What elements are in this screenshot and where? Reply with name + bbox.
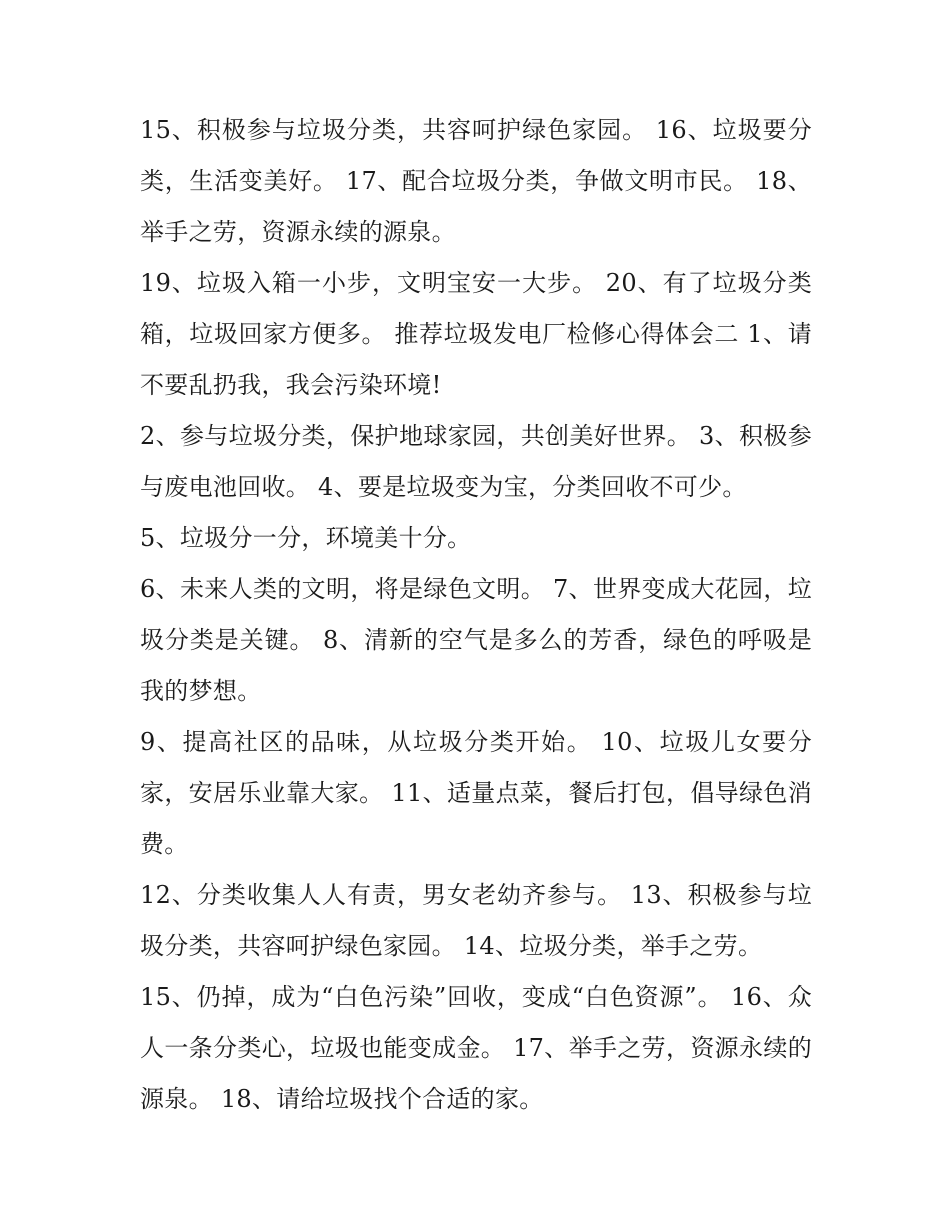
paragraph: 15、仍掉，成为“白色污染”回收，变成“白色资源”。 16、众人一条分类心，垃圾也能变成金。 17、举手之劳，资源永续的源泉。 18、请给垃圾找个合适的家。 bbox=[140, 983, 812, 1113]
document-body bbox=[140, 105, 812, 1125]
paragraph: 2、参与垃圾分类，保护地球家园，共创美好世界。 3、积极参与废电池回收。 4、要是垃圾变为宝，分类回收不可少。 bbox=[140, 422, 812, 501]
paragraph: 9、提高社区的品味，从垃圾分类开始。 10、垃圾儿女要分家，安居乐业靠大家。 11、适量点菜，餐后打包，倡导绿色消费。 bbox=[140, 728, 812, 858]
paragraph: 19、垃圾入箱一小步，文明宝安一大步。 20、有了垃圾分类箱，垃圾回家方便多。 推荐垃圾发电厂检修心得体会二 1、请不要乱扔我，我会污染环境! bbox=[140, 269, 812, 399]
paragraph: 12、分类收集人人有责，男女老幼齐参与。 13、积极参与垃圾分类，共容呵护绿色家园。 14、垃圾分类，举手之劳。 bbox=[140, 881, 812, 960]
paragraph: 6、未来人类的文明，将是绿色文明。 7、世界变成大花园，垃圾分类是关键。 8、清新的空气是多么的芳香，绿色的呼吸是我的梦想。 bbox=[140, 575, 812, 705]
paragraph: 5、垃圾分一分，环境美十分。 bbox=[140, 524, 472, 552]
paragraph: 15、积极参与垃圾分类，共容呵护绿色家园。 16、垃圾要分类，生活变美好。 17、配合垃圾分类，争做文明市民。 18、举手之劳，资源永续的源泉。 bbox=[140, 116, 812, 246]
